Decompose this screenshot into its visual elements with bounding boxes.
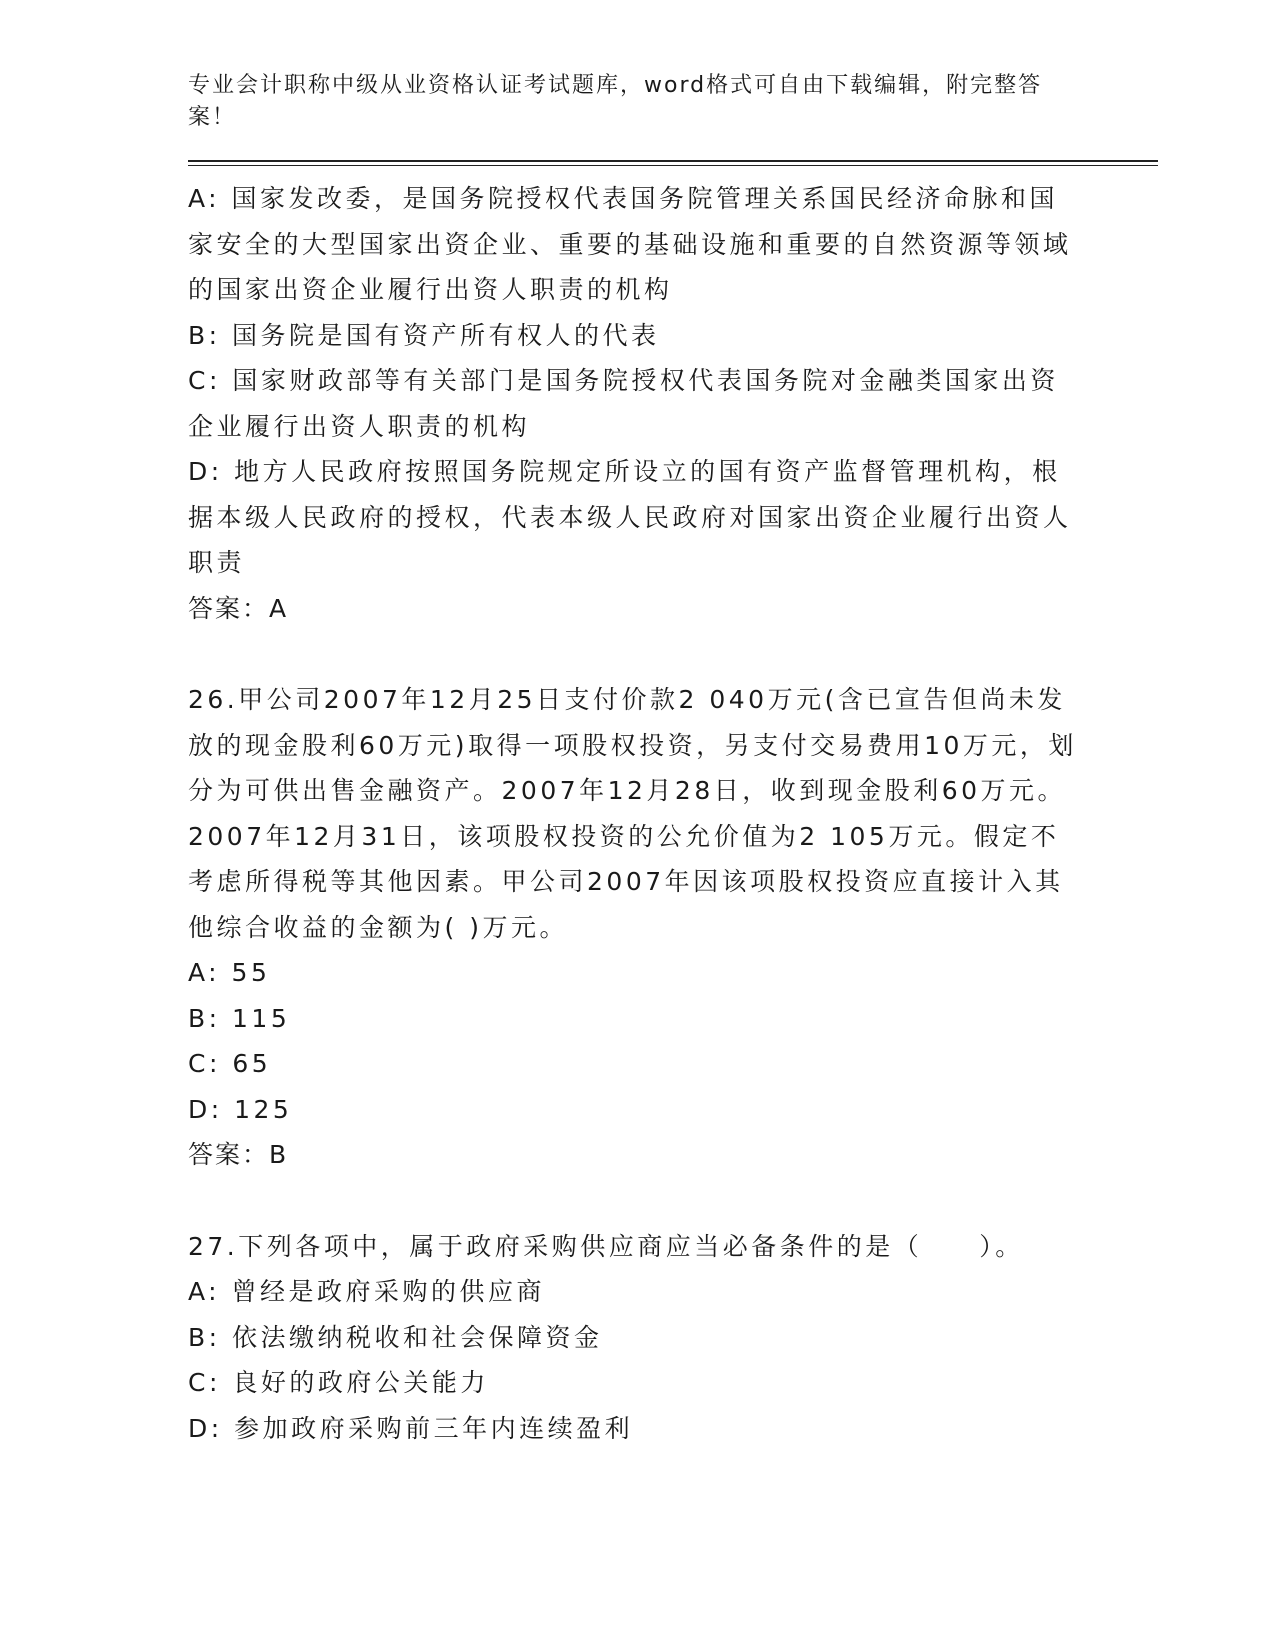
option-d: D: 125: [188, 1094, 293, 1124]
spacer: [188, 1178, 1108, 1224]
question-content: [188, 176, 1108, 1451]
question-stem: 26.甲公司2007年12月25日支付价款2 040万元(含已宣告但尚未发放的现金股利60万元)取得一项股权投资，另支付交易费用10万元，划分为可供出售金融资产。2007年12月28日，收到现金股利60万元。2007年12月31日，该项股权投资的公允价值为2 105万元。假定不考虑所得税等其他因素。甲公司2007年因该项股权投资应直接计入其他综合收益的金额为( )万元。: [188, 685, 1077, 942]
option-a: A: 曾经是政府采购的供应商: [188, 1277, 546, 1306]
option-b: B: 115: [188, 1003, 291, 1033]
option-d: D: 地方人民政府按照国务院规定所设立的国有资产监督管理机构，根据本级人民政府的授权，代表本级人民政府对国家出资企业履行出资人职责: [188, 457, 1072, 577]
spacer: [188, 631, 1108, 677]
option-a: A: 国家发改委，是国务院授权代表国务院管理关系国民经济命脉和国家安全的大型国家出资企业、重要的基础设施和重要的自然资源等领域的国家出资企业履行出资人职责的机构: [188, 184, 1072, 304]
answer: 答案：A: [188, 593, 289, 623]
option-c: C: 65: [188, 1049, 272, 1078]
option-b: B: 国务院是国有资产所有权人的代表: [188, 320, 660, 350]
question-26: [188, 677, 1108, 1178]
option-c: C: 良好的政府公关能力: [188, 1368, 489, 1397]
option-c: C: 国家财政部等有关部门是国务院授权代表国务院对金融类国家出资企业履行出资人职责的机构: [188, 366, 1059, 441]
question-27: [188, 1224, 1108, 1452]
document-header: 专业会计职称中级从业资格认证考试题库，word格式可自由下载编辑，附完整答案！: [188, 73, 1043, 130]
answer: 答案：B: [188, 1140, 289, 1169]
question-25: [188, 176, 1108, 631]
document-page: [188, 70, 1108, 1451]
option-d: D: 参加政府采购前三年内连续盈利: [188, 1413, 634, 1443]
header-divider: [188, 160, 1158, 166]
option-b: B: 依法缴纳税收和社会保障资金: [188, 1322, 603, 1352]
question-stem: 27.下列各项中，属于政府采购供应商应当必备条件的是（ ）。: [188, 1231, 1024, 1261]
option-a: A: 55: [188, 958, 271, 987]
